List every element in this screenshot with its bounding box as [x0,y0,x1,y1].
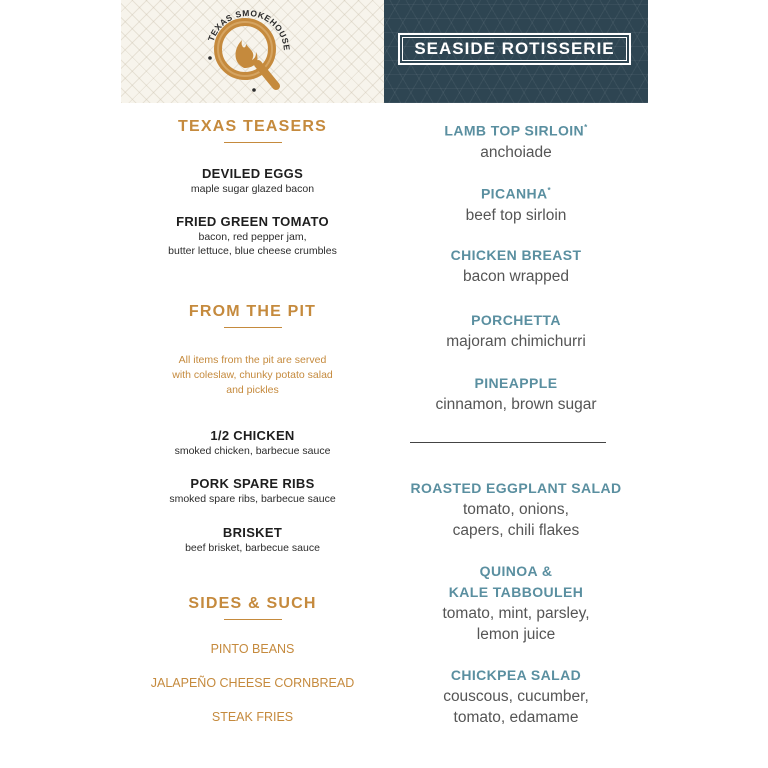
side-item: PINTO BEANS [210,642,295,656]
section-rule [224,142,282,143]
section-title: FROM THE PIT [188,303,317,320]
section-sides-and-such [121,595,384,620]
divider [410,442,606,443]
menu-item [121,214,384,258]
note-line: and pickles [226,384,279,396]
item-name: CHICKEN BREAST [450,247,582,263]
item-desc-line: tomato, edamame [453,709,579,726]
note-line: All items from the pit are served [178,354,327,366]
seaside-rotisserie-title: SEASIDE ROTISSERIE [398,33,631,65]
salad-item [384,478,648,541]
section-texas-teasers [121,118,384,143]
side-item: JALAPEÑO CHEESE CORNBREAD [150,676,355,690]
section-rule [224,327,282,328]
item-desc: smoked spare ribs, barbecue sauce [169,493,336,505]
rotisserie-item [384,180,648,226]
texas-smokehouse-logo [198,2,298,102]
side-item: STEAK FRIES [211,710,294,724]
flame-icon [236,40,258,68]
item-name: FRIED GREEN TOMATO [176,214,329,229]
section-title: TEXAS TEASERS [178,118,327,135]
item-name: CHICKPEA SALAD [450,667,582,683]
menu-item [121,525,384,555]
item-name-line: QUINOA & [479,563,553,579]
item-desc: cinnamon, brown sugar [435,396,597,413]
item-desc: anchoiade [480,143,552,161]
item-name: 1/2 CHICKEN [210,428,295,443]
item-desc: beef top sirloin [465,206,567,224]
star-right-icon [252,88,256,92]
pit-note [121,353,384,398]
item-desc-line: butter lettuce, blue cheese crumbles [168,245,337,257]
section-title: SIDES & SUCH [188,595,317,612]
item-name-line: KALE TABBOULEH [448,584,584,600]
logo-arc-text: TEXAS SMOKEHOUSE [205,7,293,52]
item-name: PICANHA* [480,185,552,202]
asterisk-mark: * [584,123,588,132]
asterisk-mark: * [547,186,552,195]
item-desc-line: lemon juice [476,626,556,643]
rotisserie-item [384,373,648,415]
salad-item [384,665,648,728]
item-desc: bacon wrapped [463,268,569,285]
menu-item [121,476,384,506]
rotisserie-item [384,310,648,352]
item-name: PORK SPARE RIBS [190,476,315,491]
item-desc-line: tomato, onions, [463,501,569,518]
item-desc: beef brisket, barbecue sauce [185,542,320,554]
item-name: ROASTED EGGPLANT SALAD [410,480,622,496]
item-desc: majoram chimichurri [446,333,586,350]
section-rule [224,619,282,620]
rotisserie-item [384,245,648,287]
note-line: with coleslaw, chunky potato salad [172,369,333,381]
rotisserie-item [384,117,648,163]
section-from-the-pit [121,303,384,328]
item-name: PINEAPPLE [474,375,558,391]
star-left-icon [208,56,212,60]
item-desc: smoked chicken, barbecue sauce [174,445,331,457]
item-name: BRISKET [222,525,283,540]
item-desc-line: capers, chili flakes [452,522,580,539]
item-desc-line: tomato, mint, parsley, [442,605,590,622]
item-desc: maple sugar glazed bacon [190,183,315,195]
item-name: PORCHETTA [471,312,561,328]
menu-item [121,166,384,196]
menu-item [121,428,384,458]
item-name: LAMB TOP SIRLOIN* [444,122,588,139]
item-desc-line: couscous, cucumber, [443,688,589,705]
item-name: DEVILED EGGS [201,166,304,181]
item-desc-line: bacon, red pepper jam, [198,231,307,243]
salad-item [384,561,648,645]
